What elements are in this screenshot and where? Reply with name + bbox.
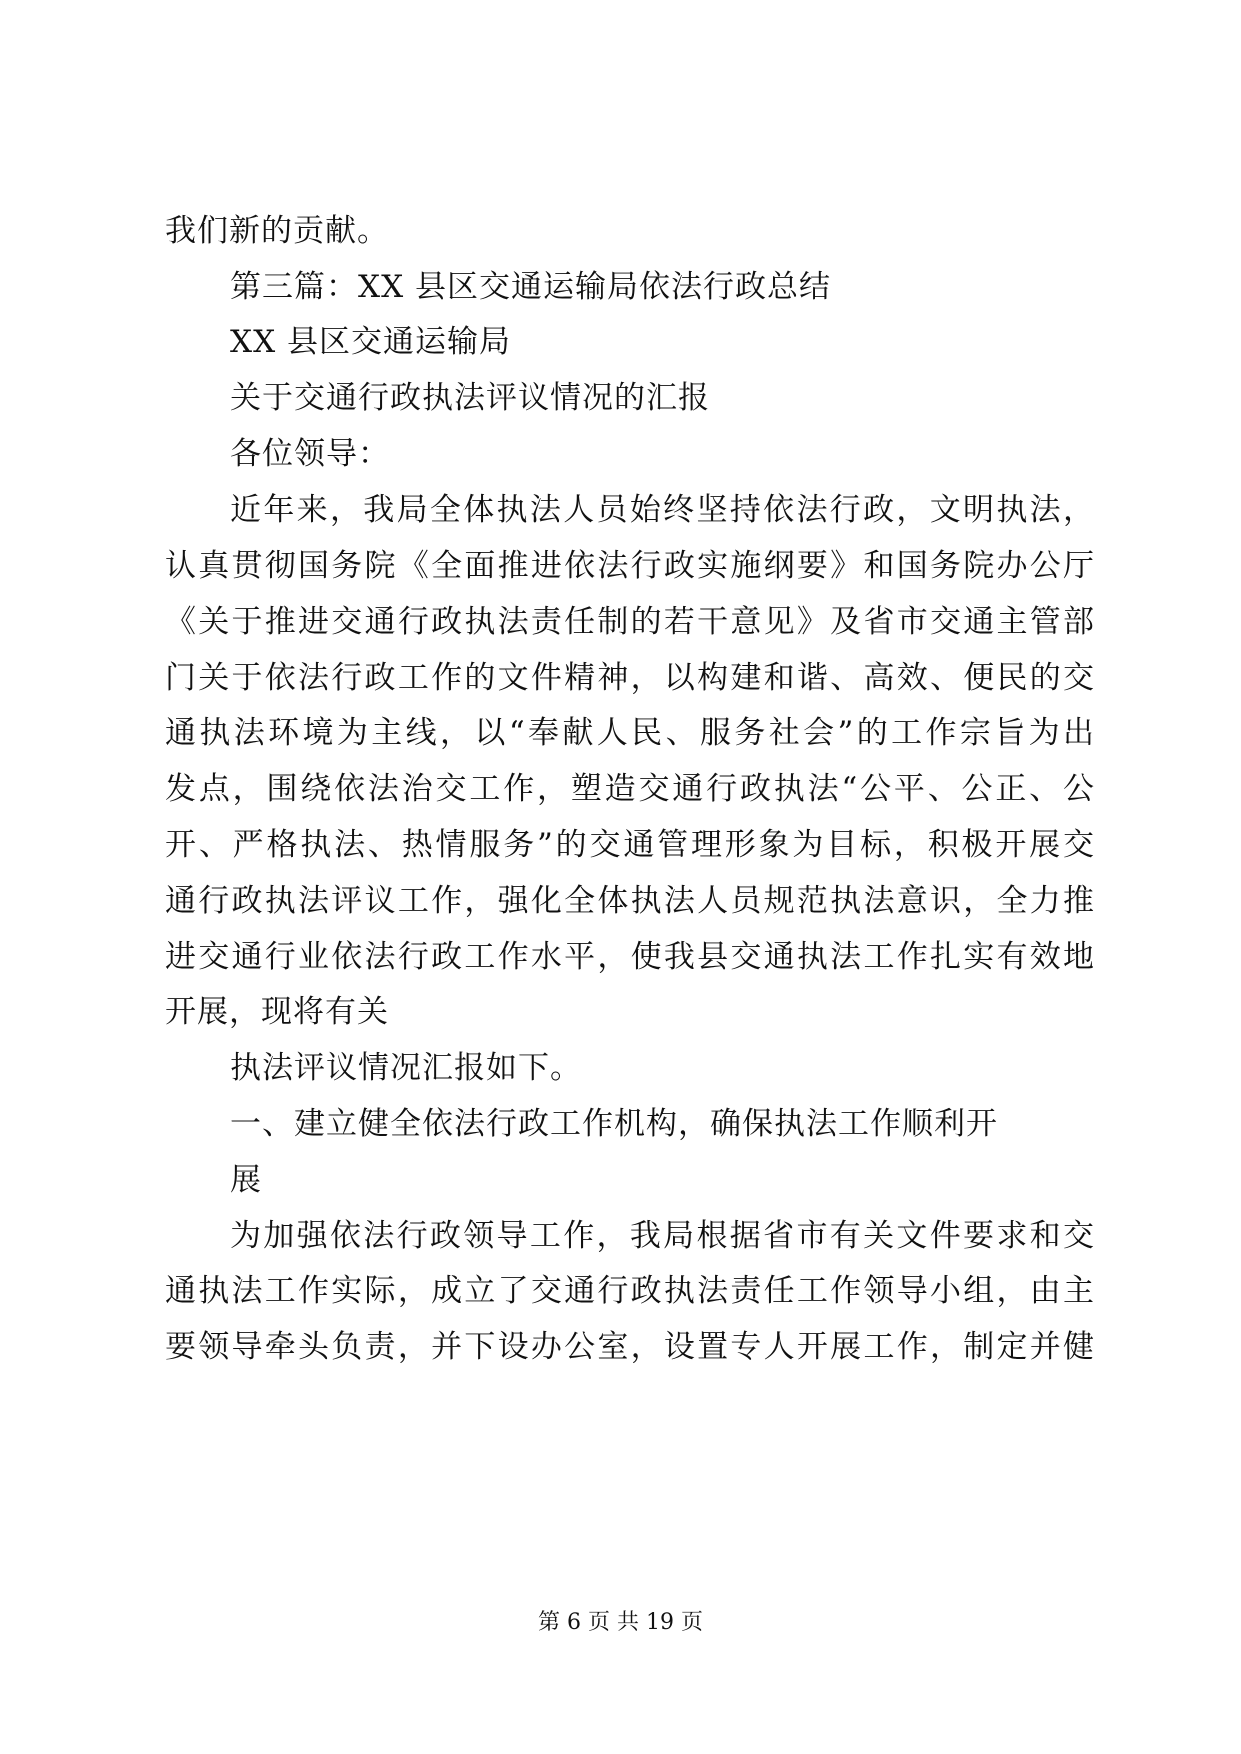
organization-name: XX 县区交通运输局: [230, 324, 511, 360]
body-text-line: 近年来，我局全体执法人员始终坚持依法行政，文明执法，: [230, 492, 1095, 528]
body-text-line: 通行政执法评议工作，强化全体执法人员规范执法意识，全力推: [165, 883, 1095, 919]
section-heading: 第三篇：XX 县区交通运输局依法行政总结: [230, 269, 831, 305]
body-text-line: 我们新的贡献。: [165, 213, 389, 249]
body-text-line: 执法评议情况汇报如下。: [230, 1050, 582, 1086]
subsection-heading: 一、建立健全依法行政工作机构，确保执法工作顺利开: [230, 1106, 998, 1142]
report-title: 关于交通行政执法评议情况的汇报: [230, 380, 710, 416]
body-text-line: 发点，围绕依法治交工作，塑造交通行政执法“公平、公正、公: [165, 771, 1095, 807]
body-text-line: 开展，现将有关: [165, 994, 389, 1030]
body-text-line: 进交通行业依法行政工作水平，使我县交通执法工作扎实有效地: [165, 939, 1095, 975]
body-text-line: 为加强依法行政领导工作，我局根据省市有关文件要求和交: [230, 1218, 1095, 1254]
body-text-line: 要领导牵头负责，并下设办公室，设置专人开展工作，制定并健: [165, 1329, 1095, 1365]
page-number-footer: 第 6 页 共 19 页: [538, 1610, 703, 1635]
body-text-line: 门关于依法行政工作的文件精神，以构建和谐、高效、便民的交: [165, 660, 1095, 696]
body-text-line: 《关于推进交通行政执法责任制的若干意见》及省市交通主管部: [165, 604, 1095, 640]
body-text-line: 开、严格执法、热情服务”的交通管理形象为目标，积极开展交: [165, 827, 1095, 863]
body-text-line: 认真贯彻国务院《全面推进依法行政实施纲要》和国务院办公厅: [165, 548, 1095, 584]
body-text-line: 通执法环境为主线，以“奉献人民、服务社会”的工作宗旨为出: [165, 715, 1095, 751]
body-text-line: 通执法工作实际，成立了交通行政执法责任工作领导小组，由主: [165, 1273, 1095, 1309]
salutation: 各位领导：: [230, 436, 390, 472]
subsection-heading-continued: 展: [230, 1162, 262, 1198]
